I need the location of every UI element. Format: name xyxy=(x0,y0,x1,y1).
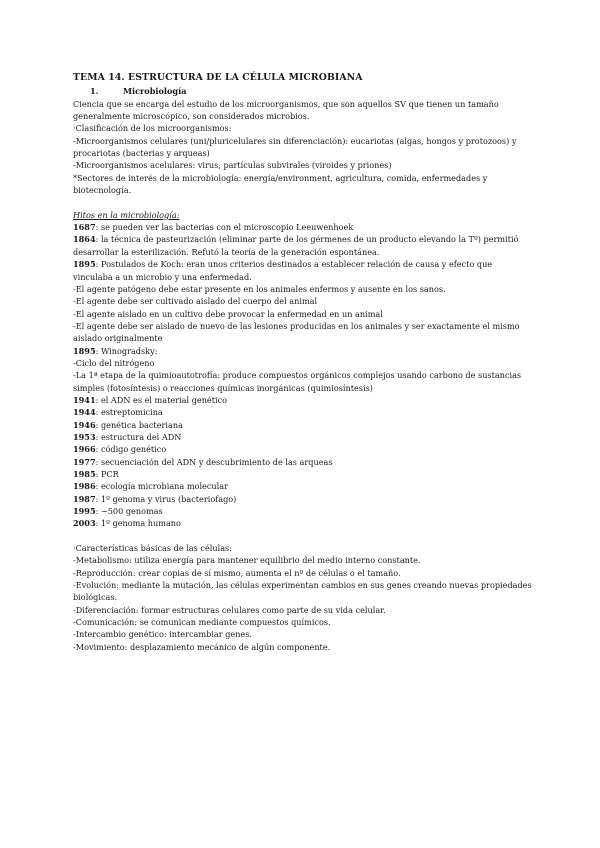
hito-item xyxy=(73,283,533,295)
intro-paragraph: -Microorganismos acelulares: virus, partículas subvirales (viroides y priones) xyxy=(73,160,392,171)
hito-year: 1687 xyxy=(73,222,96,233)
hito-year: 1966 xyxy=(73,444,96,455)
caracteristicas-block xyxy=(73,542,533,653)
intro-paragraph: Ciencia que se encarga del estudio de los microorganismos, que son aquellos SV que tienen un tamaño generalmente microscópico, son considerados microbios. xyxy=(73,98,499,122)
caracteristicas-line: -Reproducción: crear copias de sí mismo, aumenta el nº de células o el tamaño. xyxy=(73,567,401,578)
hito-year: 1977 xyxy=(73,456,96,467)
document-title: TEMA 14. ESTRUCTURA DE LA CÉLULA MICROBIANA xyxy=(73,72,363,83)
hito-text: : Postulados de Koch: eran unos criterios destinados a establecer relación de causa y efecto que vinculaba a un microbio y una enfermedad. xyxy=(73,259,493,282)
hito-item xyxy=(73,517,533,529)
hitos-heading: Hitos en la microbiología: xyxy=(73,209,180,220)
hito-text: : la técnica de pasteurización (eliminar parte de los gérmenes de un producto elevando la Tº) permitió desarrollar la esterilización. Refutó la teoría de la generación espontánea. xyxy=(73,234,519,257)
hito-year: 1995 xyxy=(73,506,96,517)
section-title: Microbiología xyxy=(123,86,187,97)
hito-text: : código genético xyxy=(95,444,167,455)
hito-item xyxy=(73,258,533,283)
caracteristicas-line: -Evolución: mediante la mutación, las células experimentan cambios en sus genes creando nuevas propiedades biológicas. xyxy=(73,580,532,603)
hito-item xyxy=(73,480,533,492)
hito-item xyxy=(73,320,533,345)
hito-text: : secuenciación del ADN y descubrimiento de las arqueas xyxy=(95,456,333,467)
hito-text: : se pueden ver las bacterias con el microscopio Leeuwenhoek xyxy=(95,222,354,233)
intro-paragraph: -Microorganismos celulares (uni/pluricelulares sin diferenciación): eucariotas (algas, hongos y protozoos) y procariotas (bacterias y arqueas) xyxy=(73,135,517,159)
caracteristicas-line: -Comunicación: se comunican mediante compuestos químicos. xyxy=(73,617,331,628)
hito-year: 1987 xyxy=(73,493,96,504)
hito-year: 1986 xyxy=(73,481,96,492)
hito-item xyxy=(73,369,533,394)
caracteristicas-line: -Diferenciación: formar estructuras celulares como parte de su vida celular. xyxy=(73,604,386,615)
hito-item xyxy=(73,419,533,431)
caracteristicas-line: ·Características básicas de las células: xyxy=(73,543,232,554)
hito-text: : 1º genoma y virus (bacteriofago) xyxy=(95,493,237,504)
hito-item xyxy=(73,357,533,369)
hito-item xyxy=(73,221,533,233)
caracteristicas-line: -Intercambio genético: intercambiar genes. xyxy=(73,629,252,640)
intro-paragraph: ·Clasificación de los microorganismos: xyxy=(73,123,232,134)
hito-text: : estreptomicina xyxy=(95,407,163,418)
section-number: 1. xyxy=(90,86,99,97)
caracteristicas-line: -Movimiento: desplazamiento mecánico de algún componente. xyxy=(73,641,331,652)
hito-item xyxy=(73,468,533,480)
hito-item xyxy=(73,233,533,258)
hito-text: : 1º genoma humano xyxy=(95,518,181,529)
intro-block xyxy=(73,98,533,197)
hito-text: -El agente debe ser aislado de nuevo de las lesiones producidas en los animales y ser exactamente el mismo aislado originalmente xyxy=(73,320,520,344)
hito-year: 1895 xyxy=(73,345,96,356)
hito-item xyxy=(73,493,533,505)
hito-text: : Winogradsky: xyxy=(95,345,158,356)
hitos-list xyxy=(73,221,533,530)
hito-item xyxy=(73,505,533,517)
hito-year: 1895 xyxy=(73,259,96,270)
document-page xyxy=(73,72,533,653)
hito-year: 1941 xyxy=(73,394,96,405)
hito-text: -Ciclo del nitrógeno xyxy=(73,357,155,368)
hito-text: -El agente patógeno debe estar presente en los animales enfermos y ausente en los sanos. xyxy=(73,283,446,294)
hito-text: : estructura del ADN xyxy=(95,431,182,442)
hito-item xyxy=(73,456,533,468)
hito-item xyxy=(73,431,533,443)
hito-item xyxy=(73,394,533,406)
hito-item xyxy=(73,308,533,320)
hito-year: 1864 xyxy=(73,234,96,245)
hito-text: -La 1ª etapa de la quimioautotrofía: produce compuestos orgánicos complejos usando carbono de sustancias simples (fotosíntesis) o reacciones químicas inorgánicas (quimiosíntesis) xyxy=(73,370,522,393)
intro-paragraph: *Sectores de interés de la microbiología: energía/environment, agricultura, comida, enfermedades y biotecnología. xyxy=(73,172,488,196)
hito-item xyxy=(73,295,533,307)
section-heading xyxy=(73,85,533,97)
hito-year: 1953 xyxy=(73,431,96,442)
caracteristicas-line: -Metabolismo: utiliza energía para mantener equilibrio del medio interno constante. xyxy=(73,555,421,566)
hito-text: -El agente aislado en un cultivo debe provocar la enfermedad en un animal xyxy=(73,308,383,319)
hito-text: : ~500 genomas xyxy=(95,506,163,517)
hito-text: : PCR xyxy=(95,469,119,479)
hito-text: : el ADN es el material genético xyxy=(95,394,228,405)
hito-year: 1944 xyxy=(73,407,96,418)
hito-item xyxy=(73,406,533,418)
hito-text: -El agente debe ser cultivado aislado del cuerpo del animal xyxy=(73,296,318,307)
hito-text: : genética bacteriana xyxy=(95,419,183,430)
hito-item xyxy=(73,443,533,455)
hito-item xyxy=(73,345,533,357)
hito-year: 1985 xyxy=(73,469,96,479)
hito-year: 2003 xyxy=(73,518,96,529)
hito-year: 1946 xyxy=(73,419,96,430)
hito-text: : ecología microbiana molecular xyxy=(95,481,228,492)
